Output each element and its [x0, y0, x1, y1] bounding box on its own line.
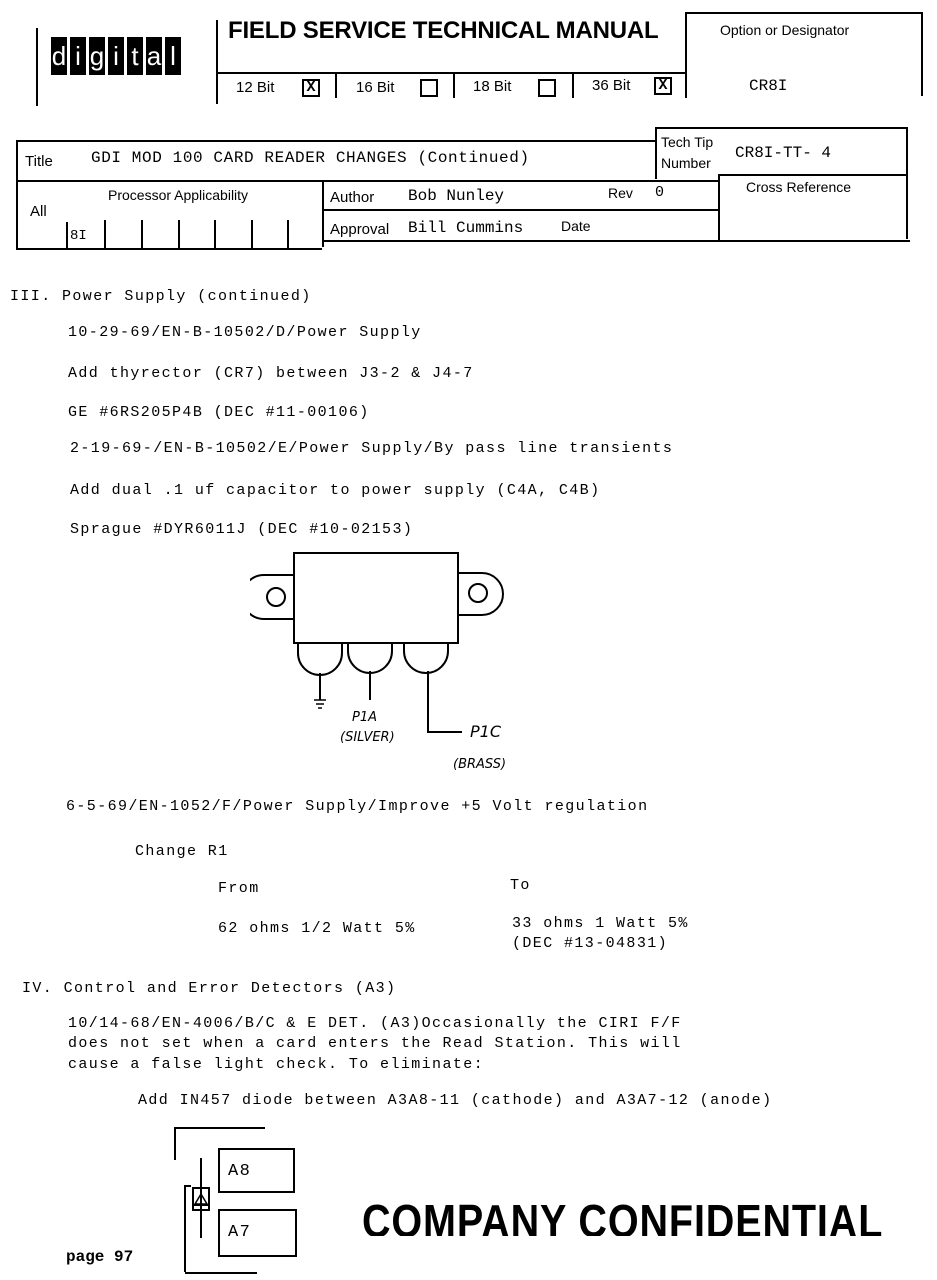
mounting-tab-left	[250, 575, 294, 619]
terminal-bump	[404, 643, 448, 673]
option-designator-label: Option or Designator	[720, 22, 850, 38]
terminal-bump	[348, 643, 392, 673]
to-value: 33 ohms 1 Watt 5%	[512, 915, 689, 932]
author-label: Author	[330, 189, 375, 206]
paragraph-line: cause a false light check. To eliminate:	[68, 1056, 485, 1073]
tech-tip-number: CR8I-TT- 4	[735, 144, 832, 162]
bit-option-label: 18 Bit	[473, 78, 512, 95]
diode-instruction: Add IN457 diode between A3A8-11 (cathode) and A3A7-12 (anode)	[138, 1092, 773, 1109]
all-label: All	[30, 203, 47, 220]
terminal-bump	[298, 643, 342, 675]
body-line: 10-29-69/EN-B-10502/D/Power Supply	[68, 324, 422, 341]
option-designator-value: CR8I	[749, 77, 788, 95]
board-a7-label: A7	[228, 1223, 252, 1242]
mounting-tab-right	[457, 573, 503, 615]
paragraph-line: 10/14-68/EN-4006/B/C & E DET. (A3)Occasionally the CIRI F/F	[68, 1015, 682, 1032]
body-line: GE #6RS205P4B (DEC #11-00106)	[68, 404, 370, 421]
mounting-hole-left	[267, 588, 285, 606]
silver-label: (SILVER)	[340, 730, 395, 745]
p1c-label: P1C	[470, 722, 501, 741]
bit-checkbox: X	[654, 77, 672, 95]
tech-tip-label: Number	[661, 155, 711, 171]
author-value: Bob Nunley	[408, 187, 505, 205]
bit-option-label: 36 Bit	[592, 77, 631, 94]
from-value: 62 ohms 1/2 Watt 5%	[218, 920, 416, 937]
date-label: Date	[561, 218, 591, 234]
to-value: (DEC #13-04831)	[512, 935, 669, 952]
bit-option-label: 16 Bit	[356, 79, 395, 96]
page-number: page 97	[66, 1248, 134, 1266]
rev-value: 0	[655, 184, 665, 201]
tech-tip-label: Tech Tip	[661, 134, 714, 150]
cross-reference-label: Cross Reference	[746, 179, 852, 195]
document-page: d i g i t a l FIELD SERVICE TECHNICAL MANUAL 12 Bit X 16 Bit 18 Bit 36 Bit X Option or Designator CR8I Title GDI MOD 100 CARD READER CHANGES (Continued) Tech Tip Number CR8I-TT- 4 All Processor Applicability 8I Author Bob Nunley Rev 0 Approval Bill Cummins Date Cross Reference III. Power Supply (continued) 10-29-69/EN-B-10502/D/Power Supply Add thyrector (CR7) between J3-2 & J4-7 GE #6RS205P4B (DEC #11-00106) 2-19-69-/EN-B-10502/E/Power Supply/By pass line transients Add dual .1 uf capacitor to power supply (C4A, C4B) Sprague #DYR6011J (DEC #10-02153) P1A (SILVER) P1C (BRASS) 6-5-69/EN-1052/F/Power Supply/Improve +5 Volt regulation Change R1 From To 62 ohms 1/2 Watt 5% 33 ohms 1 Watt 5% (DEC #13-04831) IV. Control and Error Detectors (A3) 10/14-68/EN-4006/B/C & E DET. (A3)Occasionally the CIRI F/F does not set when a card enters the Read Station. This will cause a false light check. To eliminate: Add IN457 diode between A3A8-11 (cathode) and A3A7-12 (anode) A8 A7 page 97 COMPANY CONFIDENTIAL	[0, 0, 937, 1280]
bit-option-label: 12 Bit	[236, 79, 275, 96]
mounting-hole-right	[469, 584, 487, 602]
approval-value: Bill Cummins	[408, 219, 524, 237]
confidential-stamp	[362, 1190, 883, 1236]
paragraph-line: does not set when a card enters the Read Station. This will	[68, 1035, 682, 1052]
processor-applicability-label: Processor Applicability	[108, 187, 249, 203]
body-line: Sprague #DYR6011J (DEC #10-02153)	[70, 521, 414, 538]
from-label: From	[218, 880, 260, 897]
to-label: To	[510, 877, 531, 894]
body-line: Add dual .1 uf capacitor to power supply (C4A, C4B)	[70, 482, 601, 499]
rev-label: Rev	[608, 185, 633, 201]
manual-title: FIELD SERVICE TECHNICAL MANUAL	[228, 17, 659, 44]
change-r1: Change R1	[135, 843, 229, 860]
approval-label: Approval	[330, 221, 390, 238]
bit-checkbox	[420, 79, 438, 97]
p1a-label: P1A	[352, 710, 378, 725]
capacitor-diagram	[250, 545, 510, 715]
board-a8-label: A8	[228, 1162, 252, 1181]
processor-value: 8I	[70, 228, 87, 244]
bit-checkbox: X	[302, 79, 320, 97]
capacitor-body	[294, 553, 458, 643]
body-line: Add thyrector (CR7) between J3-2 & J4-7	[68, 365, 474, 382]
section-heading: IV. Control and Error Detectors (A3)	[22, 980, 397, 997]
title-value: GDI MOD 100 CARD READER CHANGES (Continued)	[91, 149, 530, 167]
body-line: 6-5-69/EN-1052/F/Power Supply/Improve +5 Volt regulation	[66, 798, 649, 815]
bit-checkbox	[538, 79, 556, 97]
brass-label: (BRASS)	[453, 757, 507, 772]
title-label: Title	[25, 153, 53, 170]
body-line: 2-19-69-/EN-B-10502/E/Power Supply/By pass line transients	[70, 440, 674, 457]
confidential-stamp-text: COMPANY CONFIDENTIAL	[362, 1195, 884, 1236]
section-heading: III. Power Supply (continued)	[10, 288, 312, 305]
wire	[185, 1186, 191, 1272]
